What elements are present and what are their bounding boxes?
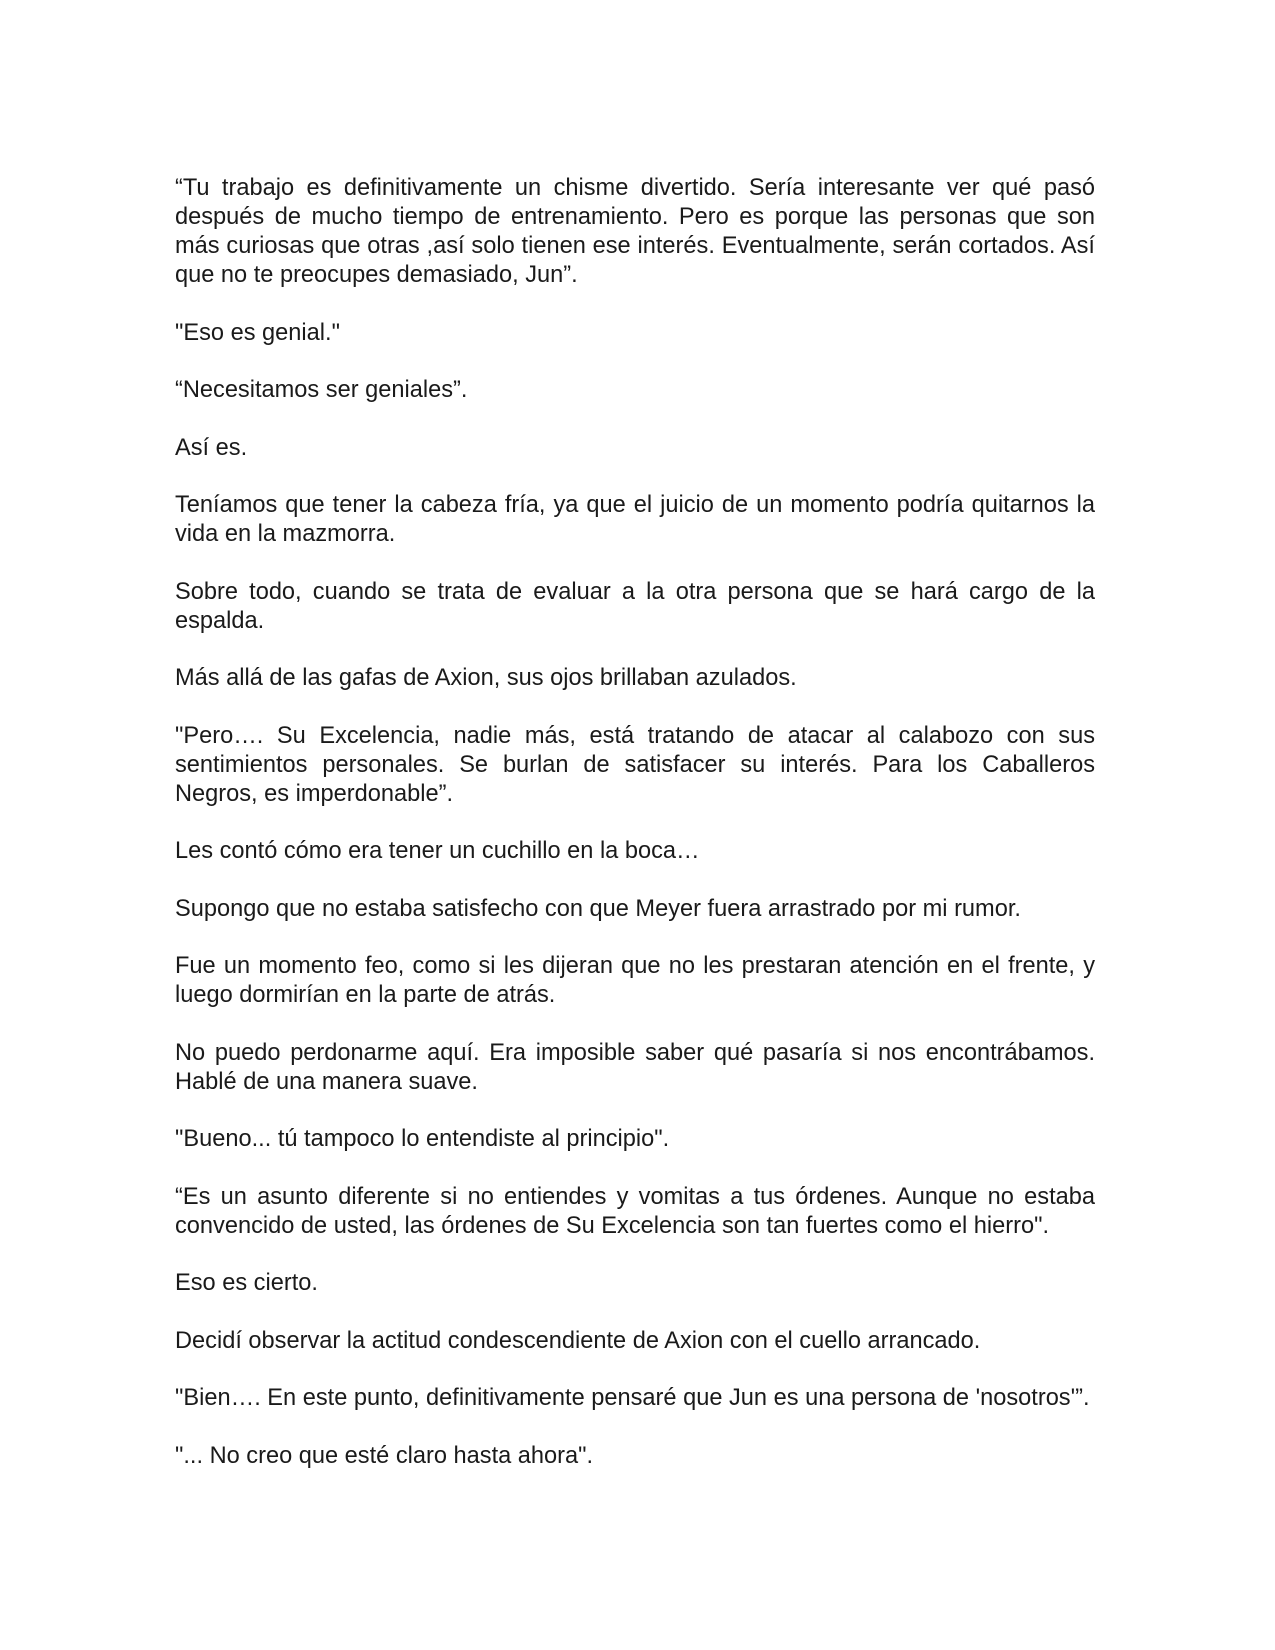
- paragraph: Eso es cierto.: [175, 1270, 318, 1296]
- paragraph: Sobre todo, cuando se trata de evaluar a la otra persona que se hará cargo de la espalda.: [175, 578, 1095, 634]
- paragraph: Fue un momento feo, como si les dijeran que no les prestaran atención en el frente, y luego dormirían en la parte de atrás.: [175, 953, 1095, 1008]
- paragraph: "Bueno... tú tampoco lo entendiste al principio".: [175, 1126, 670, 1152]
- paragraph: "Pero…. Su Excelencia, nadie más, está tratando de atacar al calabozo con sus sentimientos personales. Se burlan de satisfacer su interés. Para los Caballeros Negros, es imperdonable”.: [175, 722, 1095, 807]
- paragraph: "Eso es genial.": [175, 319, 340, 346]
- paragraph: Teníamos que tener la cabeza fría, ya que el juicio de un momento podría quitarnos la vida en la mazmorra.: [175, 492, 1095, 547]
- paragraph: Decidí observar la actitud condescendiente de Axion con el cuello arrancado.: [175, 1327, 981, 1354]
- paragraph: Más allá de las gafas de Axion, sus ojos brillaban azulados.: [175, 665, 797, 691]
- paragraph: Supongo que no estaba satisfecho con que Meyer fuera arrastrado por mi rumor.: [175, 895, 1021, 922]
- paragraph: “Necesitamos ser geniales”.: [175, 377, 468, 403]
- paragraph: “Es un asunto diferente si no entiendes y vomitas a tus órdenes. Aunque no estaba convencido de usted, las órdenes de Su Excelencia son tan fuertes como el hierro".: [175, 1183, 1095, 1239]
- paragraph: No puedo perdonarme aquí. Era imposible saber qué pasaría si nos encontrábamos. Hablé de una manera suave.: [175, 1039, 1095, 1095]
- paragraph: Así es.: [175, 434, 248, 461]
- paragraph: Les contó cómo era tener un cuchillo en la boca…: [175, 838, 700, 864]
- paragraph: “Tu trabajo es definitivamente un chisme divertido. Sería interesante ver qué pasó después de mucho tiempo de entrenamiento. Pero es porque las personas que son más curiosas que otras ,así solo tienen ese interés. Eventualmente, serán cortados. Así que no te preocupes demasiado, Jun”.: [175, 175, 1095, 288]
- paragraph: "... No creo que esté claro hasta ahora".: [175, 1442, 594, 1469]
- document-page: [175, 174, 1095, 1499]
- paragraph: "Bien…. En este punto, definitivamente pensaré que Jun es una persona de 'nosotros'”.: [175, 1385, 1090, 1411]
